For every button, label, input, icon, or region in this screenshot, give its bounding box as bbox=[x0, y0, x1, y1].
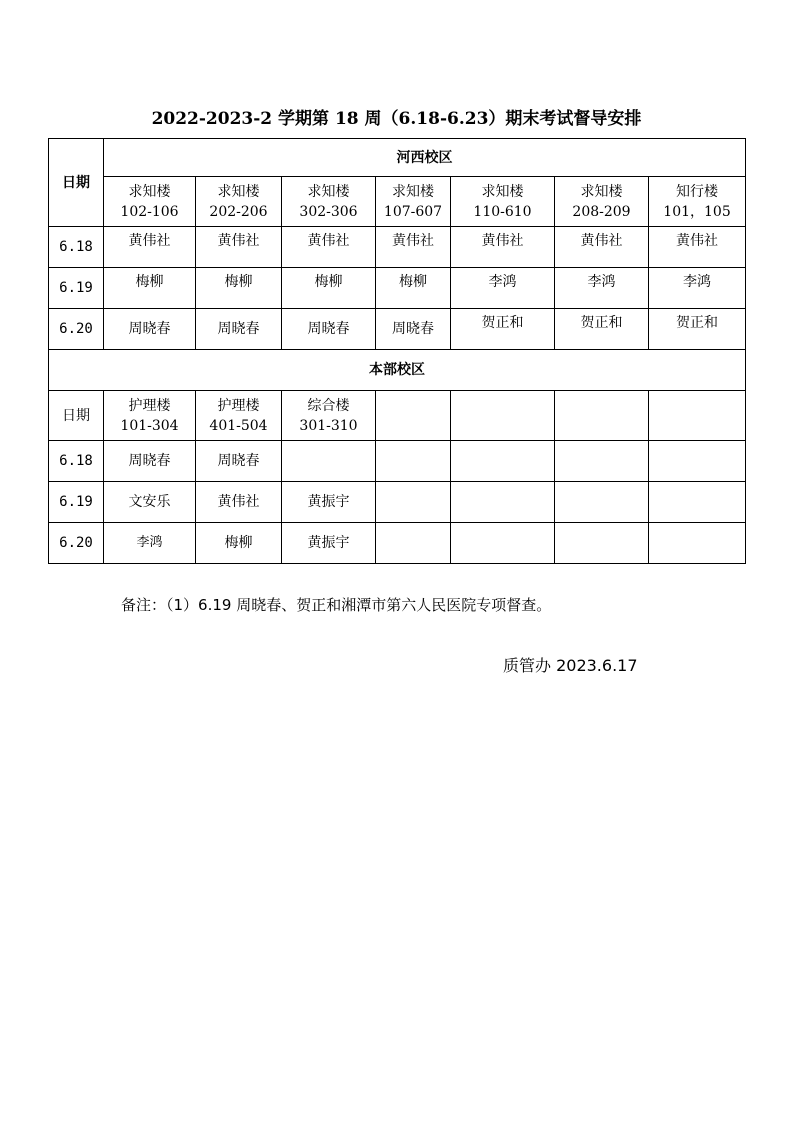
table-row bbox=[49, 227, 746, 268]
table-row bbox=[49, 309, 746, 350]
date-cell: 6.19 bbox=[49, 268, 104, 309]
table-cell: 贺正和 bbox=[649, 309, 746, 350]
benbu-campus-row bbox=[49, 350, 746, 391]
date-header: 日期 bbox=[49, 391, 104, 441]
signature: 质管办 2023.6.17 bbox=[503, 656, 638, 675]
empty-cell bbox=[649, 391, 746, 441]
table-cell: 周晓春 bbox=[376, 309, 451, 350]
empty-cell bbox=[555, 441, 649, 482]
empty-cell bbox=[555, 391, 649, 441]
building-header: 护理楼 401-504 bbox=[196, 391, 282, 441]
table-cell: 周晓春 bbox=[282, 309, 376, 350]
date-cell: 6.20 bbox=[49, 523, 104, 564]
building-header: 知行楼 101，105 bbox=[649, 177, 746, 227]
table-cell: 梅柳 bbox=[376, 268, 451, 309]
page-title: 2022-2023-2 学期第 18 周（6.18-6.23）期末考试督导安排 bbox=[151, 109, 642, 129]
table-cell: 梅柳 bbox=[282, 268, 376, 309]
building-header: 求知楼 302-306 bbox=[282, 177, 376, 227]
table-cell: 黄伟社 bbox=[104, 227, 196, 268]
benbu-building-row bbox=[49, 391, 746, 441]
table-row bbox=[49, 268, 746, 309]
table-cell: 贺正和 bbox=[451, 309, 555, 350]
empty-cell bbox=[555, 482, 649, 523]
empty-cell bbox=[451, 523, 555, 564]
table-cell: 黄振宇 bbox=[282, 482, 376, 523]
date-cell: 6.19 bbox=[49, 482, 104, 523]
table-cell: 黄伟社 bbox=[196, 482, 282, 523]
empty-cell bbox=[451, 391, 555, 441]
building-header: 求知楼 102-106 bbox=[104, 177, 196, 227]
table-cell: 周晓春 bbox=[104, 309, 196, 350]
remark-note: 备注：（1）6.19 周晓春、贺正和湘潭市第六人民医院专项督查。 bbox=[121, 596, 552, 614]
building-header: 求知楼 202-206 bbox=[196, 177, 282, 227]
date-header: 日期 bbox=[49, 139, 104, 227]
empty-cell bbox=[376, 441, 451, 482]
table-cell: 李鸿 bbox=[649, 268, 746, 309]
table-cell: 黄伟社 bbox=[649, 227, 746, 268]
table-cell: 黄振宇 bbox=[282, 523, 376, 564]
table-cell: 李鸿 bbox=[104, 523, 196, 564]
building-header: 求知楼 208-209 bbox=[555, 177, 649, 227]
building-header: 求知楼 110-610 bbox=[451, 177, 555, 227]
table-cell: 周晓春 bbox=[196, 309, 282, 350]
table-cell: 黄伟社 bbox=[376, 227, 451, 268]
table-cell: 贺正和 bbox=[555, 309, 649, 350]
table-cell: 周晓春 bbox=[104, 441, 196, 482]
table-row bbox=[49, 523, 746, 564]
table-row bbox=[49, 482, 746, 523]
table-row bbox=[49, 441, 746, 482]
date-cell: 6.18 bbox=[49, 227, 104, 268]
building-header: 综合楼 301-310 bbox=[282, 391, 376, 441]
hexi-campus-row bbox=[49, 139, 746, 177]
empty-cell bbox=[649, 523, 746, 564]
empty-cell bbox=[649, 482, 746, 523]
hexi-building-row bbox=[49, 177, 746, 227]
schedule-table bbox=[48, 138, 746, 564]
table-cell: 梅柳 bbox=[104, 268, 196, 309]
empty-cell bbox=[376, 482, 451, 523]
hexi-campus-title: 河西校区 bbox=[104, 139, 746, 177]
date-cell: 6.18 bbox=[49, 441, 104, 482]
table-cell: 黄伟社 bbox=[555, 227, 649, 268]
table-cell: 文安乐 bbox=[104, 482, 196, 523]
building-header: 求知楼 107-607 bbox=[376, 177, 451, 227]
building-header: 护理楼 101-304 bbox=[104, 391, 196, 441]
table-cell: 梅柳 bbox=[196, 268, 282, 309]
empty-cell bbox=[451, 441, 555, 482]
table-cell: 李鸿 bbox=[555, 268, 649, 309]
table-cell: 黄伟社 bbox=[451, 227, 555, 268]
date-cell: 6.20 bbox=[49, 309, 104, 350]
empty-cell bbox=[376, 391, 451, 441]
table-cell: 梅柳 bbox=[196, 523, 282, 564]
empty-cell bbox=[376, 523, 451, 564]
table-cell: 黄伟社 bbox=[196, 227, 282, 268]
table-cell: 黄伟社 bbox=[282, 227, 376, 268]
table-cell: 周晓春 bbox=[196, 441, 282, 482]
table-cell: 李鸿 bbox=[451, 268, 555, 309]
table-cell bbox=[282, 441, 376, 482]
empty-cell bbox=[555, 523, 649, 564]
empty-cell bbox=[451, 482, 555, 523]
benbu-campus-title: 本部校区 bbox=[49, 350, 746, 391]
empty-cell bbox=[649, 441, 746, 482]
